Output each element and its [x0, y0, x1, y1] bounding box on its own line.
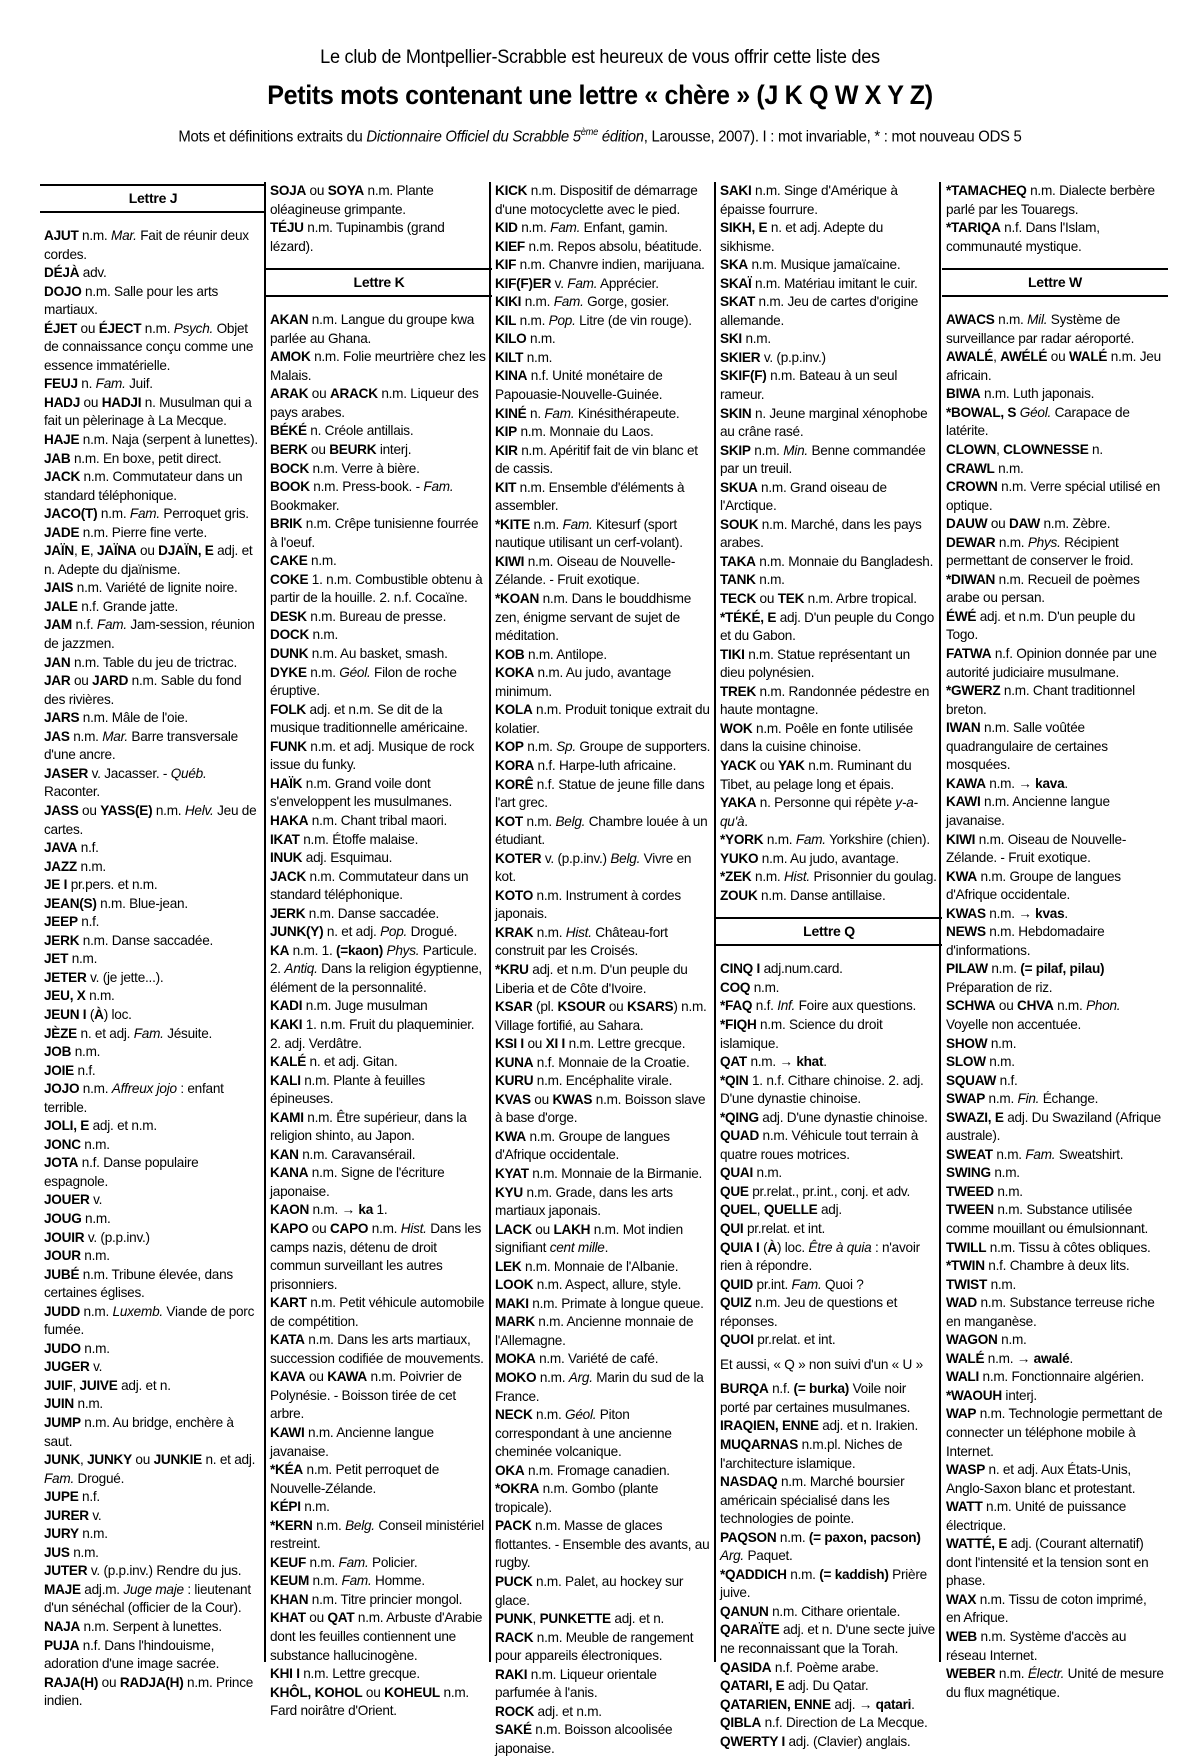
word-entry: SKIER v. (p.p.inv.) [720, 349, 826, 365]
word-entry: *KOAN n.m. Dans le bouddhisme zen, énigme servant de sujet de méditation. [495, 591, 691, 644]
section-note: Et aussi, « Q » non suivi d'un « U » [720, 1356, 923, 1372]
word-entry: TWILL n.m. Tissu à côtes obliques. [946, 1239, 1151, 1255]
word-entry: JADE n.m. Pierre fine verte. [44, 524, 207, 540]
word-entry: *QING adj. D'une dynastie chinoise. [720, 1109, 928, 1125]
subtitle-source: Dictionnaire Officiel du Scrabble 5 [366, 128, 581, 146]
word-entry: KADI n.m. Juge musulman [270, 998, 428, 1014]
column-3 [495, 182, 713, 1758]
word-entry: JOIE n.f. [44, 1062, 96, 1078]
word-entry: PAQSON n.m. (= paxon, pacson) Arg. Paquet. [720, 1529, 921, 1564]
word-entry: MARK n.m. Ancienne monnaie de l'Allemagne. [495, 1314, 694, 1348]
word-entry: JUS n.m. [44, 1544, 99, 1560]
word-entry: DYKE n.m. Géol. Filon de roche éruptive. [270, 664, 457, 699]
word-entry: HADJ ou HADJI n. Musulman qui a fait un pèlerinage à La Mecque. [44, 394, 252, 429]
word-entry: TÉJU n.m. Tupinambis (grand lézard). [270, 220, 445, 254]
word-entry: MOKO n.m. Arg. Marin du sud de la France. [495, 1370, 704, 1404]
word-entry: KART n.m. Petit véhicule automobile de compétition. [270, 1295, 485, 1329]
word-entry: WALÉ n.m. → awalé. [946, 1350, 1073, 1366]
word-entry: JAM n.f. Fam. Jam-session, réunion de jazzmen. [44, 617, 255, 652]
word-entry: JAS n.m. Mar. Barre transversale d'une ancre. [44, 728, 238, 763]
word-entry: QWERTY I adj. (Clavier) anglais. [720, 1733, 911, 1749]
word-entry: SKIP n.m. Min. Benne commandée par un treuil. [720, 442, 926, 477]
word-entry: KICK n.m. Dispositif de démarrage d'une motocyclette avec le pied. [495, 183, 698, 217]
word-entry: LOOK n.m. Aspect, allure, style. [495, 1277, 682, 1293]
word-entry: QATARIEN, ENNE adj. → qatari. [720, 1696, 915, 1712]
word-entry: BÉKÉ n. Créole antillais. [270, 423, 414, 439]
word-entry: *TARIQA n.f. Dans l'Islam, communauté mystique. [946, 220, 1100, 254]
word-entry: SAKI n.m. Singe d'Amérique à épaisse fourrure. [720, 183, 898, 217]
word-entry: *DIWAN n.m. Recueil de poèmes arabe ou persan. [946, 571, 1140, 606]
word-entry: AWALÉ, AWÉLÉ ou WALÉ n.m. Jeu africain. [946, 349, 1161, 383]
column-divider [264, 182, 266, 1662]
word-entry: DOCK n.m. [270, 627, 338, 643]
word-entry: KÉPI n.m. [270, 1499, 330, 1515]
word-entry: DÉJÀ adv. [44, 265, 107, 281]
word-entry: IRAQIEN, ENNE adj. et n. Irakien. [720, 1418, 918, 1434]
word-entry: ZOUK n.m. Danse antillaise. [720, 887, 886, 903]
word-entry: KURU n.m. Encéphalite virale. [495, 1073, 673, 1089]
word-entry: KIKI n.m. Fam. Gorge, gosier. [495, 294, 670, 310]
word-entry: DESK n.m. Bureau de presse. [270, 608, 447, 624]
word-entry: ÉJET ou ÉJECT n.m. Psych. Objet de connaissance conçu comme une essence immatérielle. [44, 320, 254, 373]
word-entry: KATA n.m. Dans les arts martiaux, succession codifiée de mouvements. [270, 1332, 484, 1366]
word-entry: MAJE adj.m. Juge maje : lieutenant d'un sénéchal (officier de la Cour). [44, 1581, 251, 1616]
word-entry: DUNK n.m. Au basket, smash. [270, 646, 448, 662]
word-entry: JARS n.m. Mâle de l'oie. [44, 710, 188, 726]
word-entry: MOKA n.m. Variété de café. [495, 1351, 659, 1367]
word-entry: INUK adj. Esquimau. [270, 850, 393, 866]
page-title: Petits mots contenant une lettre « chère » (J K Q W X Y Z) [267, 80, 933, 110]
word-entry: JAR ou JARD n.m. Sable du fond des rivières. [44, 673, 242, 707]
word-entry: SKI n.m. [720, 331, 771, 347]
section-heading-j: Lettre J [40, 184, 266, 213]
word-entry: RACK n.m. Meuble de rangement pour appareils électroniques. [495, 1629, 694, 1664]
word-entry: SQUAW n.f. [946, 1072, 1018, 1088]
word-entry: SKA n.m. Musique jamaïcaine. [720, 257, 901, 273]
word-entry: *FIQH n.m. Science du droit islamique. [720, 1016, 883, 1051]
word-entry: CINQ I adj.num.card. [720, 961, 843, 977]
word-entry: JALE n.f. Grande jatte. [44, 598, 179, 614]
word-entry: QUOI pr.relat. et int. [720, 1332, 836, 1348]
word-entry: BRIK n.m. Crêpe tunisienne fourrée à l'oeuf. [270, 516, 479, 550]
word-entry: WAD n.m. Substance terreuse riche en manganèse. [946, 1295, 1155, 1329]
word-entry: QUID pr.int. Fam. Quoi ? [720, 1276, 864, 1292]
word-entry: YACK ou YAK n.m. Ruminant du Tibet, au pelage long et épais. [720, 757, 912, 792]
word-entry: KOKA n.m. Au judo, avantage minimum. [495, 665, 672, 699]
word-entry: SOJA ou SOYA n.m. Plante oléagineuse grimpante. [270, 183, 434, 217]
word-entry: COQ n.m. [720, 979, 780, 995]
word-entry: WOK n.m. Poêle en fonte utilisée dans la cuisine chinoise. [720, 720, 913, 755]
word-entry: JEEP n.f. [44, 914, 100, 930]
column-4 [720, 182, 938, 1751]
word-entry: JUIF, JUIVE adj. et n. [44, 1377, 171, 1393]
word-entry: PUCK n.m. Palet, au hockey sur glace. [495, 1574, 684, 1608]
word-entry: SKAT n.m. Jeu de cartes d'origine allemande. [720, 294, 919, 328]
word-entry: KANA n.m. Signe de l'écriture japonaise. [270, 1165, 445, 1199]
word-entry: *GWERZ n.m. Chant traditionnel breton. [946, 683, 1135, 717]
word-entry: DOJO n.m. Salle pour les arts martiaux. [44, 283, 219, 318]
word-entry: QUAD n.m. Véhicule tout terrain à quatre roues motrices. [720, 1128, 919, 1162]
word-entry: KYU n.m. Grade, dans les arts martiaux japonais. [495, 1184, 673, 1219]
word-entry: JAÏN, E, JAÏNA ou DJAÏN, E adj. et n. Adepte du djaïnisme. [44, 543, 253, 577]
word-entry: SHOW n.m. [946, 1035, 1017, 1051]
word-entry: KIWI n.m. Oiseau de Nouvelle-Zélande. - Fruit exotique. [946, 831, 1127, 866]
word-entry: KOTER v. (p.p.inv.) Belg. Vivre en kot. [495, 850, 692, 885]
word-entry: JACO(T) n.m. Fam. Perroquet gris. [44, 506, 249, 522]
word-entry: JUIN n.m. [44, 1396, 103, 1412]
word-entry: JURER v. [44, 1507, 102, 1523]
word-entry: KOT n.m. Belg. Chambre louée à un étudiant. [495, 813, 708, 848]
word-entry: KAWA n.m. → kava. [946, 775, 1068, 791]
word-entry: TWIST n.m. [946, 1276, 1017, 1292]
word-entry: QANUN n.m. Cithare orientale. [720, 1603, 901, 1619]
word-entry: JÈZE n. et adj. Fam. Jésuite. [44, 1025, 213, 1041]
word-entry: JE I pr.pers. et n.m. [44, 877, 158, 893]
word-entry: SWAP n.m. Fin. Échange. [946, 1091, 1099, 1107]
word-entry: FOLK adj. et n.m. Se dit de la musique traditionnelle américaine. [270, 701, 468, 736]
word-entry: JOUER v. [44, 1192, 103, 1208]
word-entry: QUE pr.relat., pr.int., conj. et adv. [720, 1183, 910, 1199]
word-entry: SKIN n. Jeune marginal xénophobe au crâne rasé. [720, 405, 928, 440]
word-entry: KHAN n.m. Titre princier mongol. [270, 1591, 463, 1607]
word-entry: FEUJ n. Fam. Juif. [44, 376, 153, 392]
word-entry: SLOW n.m. [946, 1054, 1015, 1070]
word-entry: KORA n.f. Harpe-luth africaine. [495, 757, 677, 773]
word-entry: ROCK adj. et n.m. [495, 1703, 602, 1719]
word-entry: JUNK, JUNKY ou JUNKIE n. et adj. Fam. Drogué. [44, 1452, 256, 1486]
word-entry: KOTO n.m. Instrument à cordes japonais. [495, 887, 681, 922]
word-entry: QUIZ n.m. Jeu de questions et réponses. [720, 1295, 898, 1329]
word-entry: KAWI n.m. Ancienne langue javanaise. [946, 794, 1110, 828]
word-entry: JAZZ n.m. [44, 858, 106, 874]
word-entry: KIEF n.m. Repos absolu, béatitude. [495, 238, 702, 254]
word-entry: QUI pr.relat. et int. [720, 1220, 826, 1236]
word-entry: JAVA n.f. [44, 840, 99, 856]
word-entry: JUPE n.f. [44, 1489, 100, 1505]
word-entry: KINA n.f. Unité monétaire de Papouasie-Nouvelle-Guinée. [495, 368, 663, 403]
word-entry: JAIS n.m. Variété de lignite noire. [44, 580, 238, 596]
word-entry: FUNK n.m. et adj. Musique de rock issue du funky. [270, 738, 475, 773]
word-entry: CROWN n.m. Verre spécial utilisé en optique. [946, 479, 1161, 513]
word-entry: *YORK n.m. Fam. Yorkshire (chien). [720, 832, 930, 848]
word-entry: TIKI n.m. Statue représentant un dieu polynésien. [720, 646, 910, 681]
column-5 [946, 182, 1164, 1702]
word-entry: KWAS n.m. → kvas. [946, 905, 1068, 921]
subtitle-edition: édition [597, 128, 644, 146]
word-entry: TECK ou TEK n.m. Arbre tropical. [720, 591, 917, 607]
word-entry: QATARI, E adj. Du Qatar. [720, 1678, 869, 1694]
word-entry: JEAN(S) n.m. Blue-jean. [44, 895, 188, 911]
word-entry: *ZEK n.m. Hist. Prisonnier du goulag. [720, 869, 937, 885]
word-entry: SKAÏ n.m. Matériau imitant le cuir. [720, 275, 918, 291]
word-entry: TWEED n.m. [946, 1183, 1023, 1199]
word-entry: OKA n.m. Fromage canadien. [495, 1462, 670, 1478]
word-entry: JUDO n.m. [44, 1340, 110, 1356]
word-entry: QIBLA n.f. Direction de La Mecque. [720, 1715, 928, 1731]
subtitle-suffix: , Larousse, 2007). I : mot invariable, * : mot nouveau ODS 5 [643, 128, 1022, 146]
word-entry: *BOWAL, S Géol. Carapace de latérite. [946, 404, 1130, 439]
word-entry: KILT n.m. [495, 349, 553, 365]
word-entry: JOUR n.m. [44, 1248, 110, 1264]
word-entry: *QIN 1. n.f. Cithare chinoise. 2. adj. D'une dynastie chinoise. [720, 1072, 924, 1107]
word-entry: *OKRA n.m. Gombo (plante tropicale). [495, 1481, 659, 1515]
word-entry: SWEAT n.m. Fam. Sweatshirt. [946, 1146, 1124, 1162]
word-entry: KUNA n.f. Monnaie de la Croatie. [495, 1054, 690, 1070]
word-entry: KOB n.m. Antilope. [495, 646, 607, 662]
word-entry: KAPO ou CAPO n.m. Hist. Dans les camps nazis, détenu de droit commun surveillant les autres prisonniers. [270, 1220, 482, 1292]
word-entry: QARAÏTE adj. et n. D'une secte juive ne reconnaissant que la Torah. [720, 1622, 935, 1657]
word-entry: KWA n.m. Groupe de langues d'Afrique occidentale. [495, 1128, 670, 1163]
word-entry: JOLI, E adj. et n.m. [44, 1118, 157, 1134]
column-divider [489, 182, 491, 1662]
word-entry: KIL n.m. Pop. Litre (de vin rouge). [495, 312, 692, 328]
word-entry: COKE 1. n.m. Combustible obtenu à partir de la houille. 2. n.f. Cocaïne. [270, 571, 483, 606]
word-entry: BERK ou BEURK interj. [270, 442, 412, 458]
word-entry: MUQARNAS n.m.pl. Niches de l'architecture islamique. [720, 1437, 903, 1471]
word-entry: *KERN n.m. Belg. Conseil ministériel restreint. [270, 1517, 484, 1552]
word-entry: KID n.m. Fam. Enfant, gamin. [495, 220, 668, 236]
word-entry: PILAW n.m. (= pilaf, pilau) Préparation de riz. [946, 961, 1105, 995]
word-entry: SWAZI, E adj. Du Swaziland (Afrique australe). [946, 1109, 1161, 1144]
word-entry: *WAOUH interj. [946, 1387, 1037, 1403]
word-entry: KHÔL, KOHOL ou KOHEUL n.m. Fard noirâtre d'Orient. [270, 1684, 469, 1719]
word-entry: JUNK(Y) n. et adj. Pop. Drogué. [270, 924, 458, 940]
word-entry: IWAN n.m. Salle voûtée quadrangulaire de certaines mosquées. [946, 720, 1108, 773]
word-entry: JET n.m. [44, 951, 98, 967]
word-entry: KALI n.m. Plante à feuilles épineuses. [270, 1072, 425, 1107]
word-entry: JAN n.m. Table du jeu de trictrac. [44, 654, 237, 670]
word-entry: JASS ou YASS(E) n.m. Helv. Jeu de cartes. [44, 802, 257, 837]
subtitle [42, 127, 1158, 146]
word-entry: KIF n.m. Chanvre indien, marijuana. [495, 257, 705, 273]
word-entry: ÉWÉ adj. et n.m. D'un peuple du Togo. [946, 608, 1136, 643]
word-entry: KHAT ou QAT n.m. Arbuste d'Arabie dont les feuilles contiennent une substance hallucinogène. [270, 1610, 483, 1663]
word-entry: QUAI n.m. [720, 1165, 782, 1181]
word-entry: KIR n.m. Apéritif fait de vin blanc et de cassis. [495, 442, 698, 477]
word-entry: AJUT n.m. Mar. Fait de réunir deux cordes. [44, 228, 249, 262]
word-entry: WALI n.m. Fonctionnaire algérien. [946, 1369, 1145, 1385]
word-entry: TAKA n.m. Monnaie du Bangladesh. [720, 553, 934, 569]
word-entry: SCHWA ou CHVA n.m. Phon. Voyelle non accentuée. [946, 998, 1121, 1032]
word-entry: DAUW ou DAW n.m. Zèbre. [946, 516, 1111, 532]
word-entry: QUIA I (À) loc. Être à quia : n'avoir rien à répondre. [720, 1239, 920, 1274]
word-entry: WASP n. et adj. Aux États-Unis, Anglo-Saxon blanc et protestant. [946, 1462, 1136, 1496]
word-entry: SKUA n.m. Grand oiseau de l'Arctique. [720, 479, 887, 514]
word-entry: TANK n.m. [720, 572, 785, 588]
word-entry: LACK ou LAKH n.m. Mot indien signifiant cent mille. [495, 1221, 683, 1256]
word-entry: *KITE n.m. Fam. Kitesurf (sport nautique utilisant un cerf-volant). [495, 516, 683, 551]
word-entry: KEUF n.m. Fam. Policier. [270, 1554, 418, 1570]
word-entry: KSAR (pl. KSOUR ou KSARS) n.m. Village fortifié, au Sahara. [495, 999, 707, 1033]
word-entry: KAVA ou KAWA n.m. Poivrier de Polynésie. - Boisson tirée de cet arbre. [270, 1369, 462, 1422]
word-entry: RAKI n.m. Liqueur orientale parfumée à l'anis. [495, 1666, 657, 1701]
word-entry: SOUK n.m. Marché, dans les pays arabes. [720, 516, 922, 551]
word-entry: AKAN n.m. Langue du groupe kwa parlée au Ghana. [270, 312, 475, 346]
word-entry: JERK n.m. Danse saccadée. [44, 932, 214, 948]
word-entry: KAWI n.m. Ancienne langue javanaise. [270, 1425, 434, 1459]
word-entry: JASER v. Jacasser. - Québ. Raconter. [44, 765, 207, 800]
word-entry: QASIDA n.f. Poème arabe. [720, 1659, 879, 1675]
word-entry: JETER v. (je jette...). [44, 969, 164, 985]
word-entry: SWING n.m. [946, 1165, 1020, 1181]
word-entry: KIF(F)ER v. Fam. Apprécier. [495, 275, 659, 291]
word-entry: IKAT n.m. Étoffe malaise. [270, 831, 419, 847]
word-entry: KAN n.m. Caravansérail. [270, 1146, 416, 1162]
word-entry: JOUG n.m. [44, 1210, 111, 1226]
word-entry: *TAMACHEQ n.m. Dialecte berbère parlé par les Touaregs. [946, 183, 1155, 217]
word-entry: KA n.m. 1. (=kaon) Phys. Particule. 2. Antiq. Dans la religion égyptienne, élément de la personnalité. [270, 942, 482, 995]
word-entry: FATWA n.f. Opinion donnée par une autorité judiciaire musulmane. [946, 646, 1157, 680]
word-entry: KIT n.m. Ensemble d'éléments à assembler. [495, 479, 685, 514]
word-entry: KRAK n.m. Hist. Château-fort construit par les Croisés. [495, 924, 668, 959]
word-entry: KIP n.m. Monnaie du Laos. [495, 424, 654, 440]
word-entry: LEK n.m. Monnaie de l'Albanie. [495, 1258, 679, 1274]
word-entry: BIWA n.m. Luth japonais. [946, 386, 1095, 402]
section-heading-q: Lettre Q [716, 917, 942, 946]
word-entry: WATT n.m. Unité de puissance électrique. [946, 1499, 1127, 1533]
word-entry: *KRU adj. et n.m. D'un peuple du Liberia et de Côte d'Ivoire. [495, 961, 688, 996]
word-entry: HAJE n.m. Naja (serpent à lunettes). [44, 432, 258, 448]
word-entry: JUDD n.m. Luxemb. Viande de porc fumée. [44, 1303, 255, 1338]
word-entry: SKIF(F) n.m. Bateau à un seul rameur. [720, 368, 898, 403]
word-entry: WAGON n.m. [946, 1332, 1027, 1348]
word-entry: TREK n.m. Randonnée pédestre en haute montagne. [720, 683, 930, 718]
word-entry: *KÉA n.m. Petit perroquet de Nouvelle-Zélande. [270, 1462, 440, 1496]
word-entry: JAB n.m. En boxe, petit direct. [44, 450, 222, 466]
word-entry: KOP n.m. Sp. Groupe de supporters. [495, 739, 711, 755]
word-entry: KHI I n.m. Lettre grecque. [270, 1666, 420, 1682]
word-entry: KEUM n.m. Fam. Homme. [270, 1573, 425, 1589]
word-entry: KAMI n.m. Être supérieur, dans la religion shinto, au Japon. [270, 1109, 467, 1144]
word-entry: SAKÉ n.m. Boisson alcoolisée japonaise. [495, 1722, 673, 1756]
word-entry: SIKH, E n. et adj. Adepte du sikhisme. [720, 220, 884, 254]
word-entry: JONC n.m. [44, 1136, 110, 1152]
word-entry: QAT n.m. → khat. [720, 1054, 827, 1070]
word-entry: CAKE n.m. [270, 553, 337, 569]
word-entry: KSI I ou XI I n.m. Lettre grecque. [495, 1036, 686, 1052]
word-entry: KAON n.m. → ka 1. [270, 1202, 388, 1218]
word-entry: RAJA(H) ou RADJA(H) n.m. Prince indien. [44, 1674, 254, 1709]
word-entry: HAKA n.m. Chant tribal maori. [270, 812, 448, 828]
word-entry: KINÉ n. Fam. Kinésithérapeute. [495, 405, 680, 421]
word-entry: NASDAQ n.m. Marché boursier américain spécialisé dans les technologies de pointe. [720, 1474, 905, 1527]
word-entry: KOLA n.m. Produit tonique extrait du kolatier. [495, 702, 710, 736]
word-entry: *QADDICH n.m. (= kaddish) Prière juive. [720, 1566, 927, 1601]
word-entry: WAX n.m. Tissu de coton imprimé, en Afrique. [946, 1591, 1147, 1626]
word-entry: KAKI 1. n.m. Fruit du plaqueminier. 2. adj. Verdâtre. [270, 1016, 475, 1051]
word-entry: JACK n.m. Commutateur dans un standard téléphonique. [44, 469, 243, 503]
word-entry: KIWI n.m. Oiseau de Nouvelle-Zélande. - Fruit exotique. [495, 553, 676, 588]
word-entry: BURQA n.f. (= burka) Voile noir porté par certaines musulmanes. [720, 1381, 911, 1415]
word-entry: TWEEN n.m. Substance utilisée comme mouillant ou émulsionnant. [946, 1202, 1149, 1236]
word-entry: JUGER v. [44, 1359, 103, 1375]
word-entry: YAKA n. Personne qui répète y-a-qu'à. [720, 795, 918, 829]
word-entry: NAJA n.m. Serpent à lunettes. [44, 1619, 222, 1635]
column-2 [270, 182, 488, 1721]
word-entry: WAP n.m. Technologie permettant de connecter un téléphone mobile à Internet. [946, 1406, 1163, 1459]
word-entry: QUEL, QUELLE adj. [720, 1202, 842, 1218]
word-entry: KORÊ n.f. Statue de jeune fille dans l'art grec. [495, 776, 705, 811]
word-entry: JEUN I (À) loc. [44, 1006, 132, 1022]
word-entry: DEWAR n.m. Phys. Récipient permettant de conserver le froid. [946, 534, 1134, 569]
word-entry: ARAK ou ARACK n.m. Liqueur des pays arabes. [270, 386, 479, 420]
word-entry: KVAS ou KWAS n.m. Boisson slave à base d'orge. [495, 1091, 706, 1126]
word-entry: KILO n.m. [495, 331, 556, 347]
word-entry: JUBÉ n.m. Tribune élevée, dans certaines églises. [44, 1266, 233, 1301]
section-heading-k: Lettre K [266, 268, 492, 297]
column-1 [44, 184, 262, 1711]
subtitle-sup: ème [580, 127, 598, 138]
word-entry: BOOK n.m. Press-book. - Fam. Bookmaker. [270, 479, 454, 513]
word-entry: PUJA n.f. Dans l'hindouisme, adoration d'une image sacrée. [44, 1637, 220, 1672]
word-entry: JUTER v. (p.p.inv.) Rendre du jus. [44, 1563, 242, 1579]
word-entry: NECK n.m. Géol. Piton correspondant à une ancienne cheminée volcanique. [495, 1407, 672, 1460]
word-entry: HAÏK n.m. Grand voile dont s'enveloppent les musulmanes. [270, 775, 452, 810]
intro-line: Le club de Montpellier-Scrabble est heureux de vous offrir cette liste des [320, 46, 880, 68]
word-entry: PACK n.m. Masse de glaces flottantes. - Ensemble des avants, au rugby. [495, 1518, 710, 1571]
word-entry: WEBER n.m. Électr. Unité de mesure du flux magnétique. [946, 1666, 1164, 1700]
word-entry: WATTÉ, E adj. (Courant alternatif) dont l'intensité et la tension sont en phase. [946, 1536, 1149, 1589]
section-heading-w: Lettre W [942, 268, 1168, 297]
word-entry: PUNK, PUNKETTE adj. et n. [495, 1611, 665, 1627]
word-entry: JOTA n.f. Danse populaire espagnole. [44, 1155, 199, 1189]
word-entry: JOUIR v. (p.p.inv.) [44, 1229, 150, 1245]
word-entry: JACK n.m. Commutateur dans un standard téléphonique. [270, 868, 469, 903]
word-entry: KWA n.m. Groupe de langues d'Afrique occidentale. [946, 868, 1121, 903]
word-entry: AWACS n.m. Mil. Système de surveillance par radar aéroporté. [946, 312, 1135, 346]
word-entry: JUMP n.m. Au bridge, enchère à saut. [44, 1415, 234, 1449]
word-entry: *TÉKÉ, E adj. D'un peuple du Congo et du Gabon. [720, 609, 935, 644]
word-entry: YUKO n.m. Au judo, avantage. [720, 850, 899, 866]
word-entry: AMOK n.m. Folie meurtrière chez les Malais. [270, 349, 486, 383]
word-entry: JOJO n.m. Affreux jojo : enfant terrible. [44, 1081, 224, 1115]
word-entry: CRAWL n.m. [946, 460, 1024, 476]
word-entry: JERK n.m. Danse saccadée. [270, 905, 440, 921]
word-entry: MAKI n.m. Primate à longue queue. [495, 1295, 704, 1311]
word-entry: JURY n.m. [44, 1526, 108, 1542]
word-entry: KYAT n.m. Monnaie de la Birmanie. [495, 1165, 703, 1181]
word-entry: BOCK n.m. Verre à bière. [270, 460, 420, 476]
word-entry: *TWIN n.f. Chambre à deux lits. [946, 1258, 1130, 1274]
word-entry: CLOWN, CLOWNESSE n. [946, 442, 1103, 458]
word-entry: WEB n.m. Système d'accès au réseau Internet. [946, 1629, 1127, 1663]
word-entry: KALÉ n. et adj. Gitan. [270, 1054, 398, 1070]
word-entry: *FAQ n.f. Inf. Foire aux questions. [720, 998, 917, 1014]
word-entry: JOB n.m. [44, 1044, 101, 1060]
subtitle-prefix: Mots et définitions extraits du [178, 128, 367, 146]
word-entry: JEU, X n.m. [44, 988, 115, 1004]
word-entry: NEWS n.m. Hebdomadaire d'informations. [946, 924, 1105, 958]
